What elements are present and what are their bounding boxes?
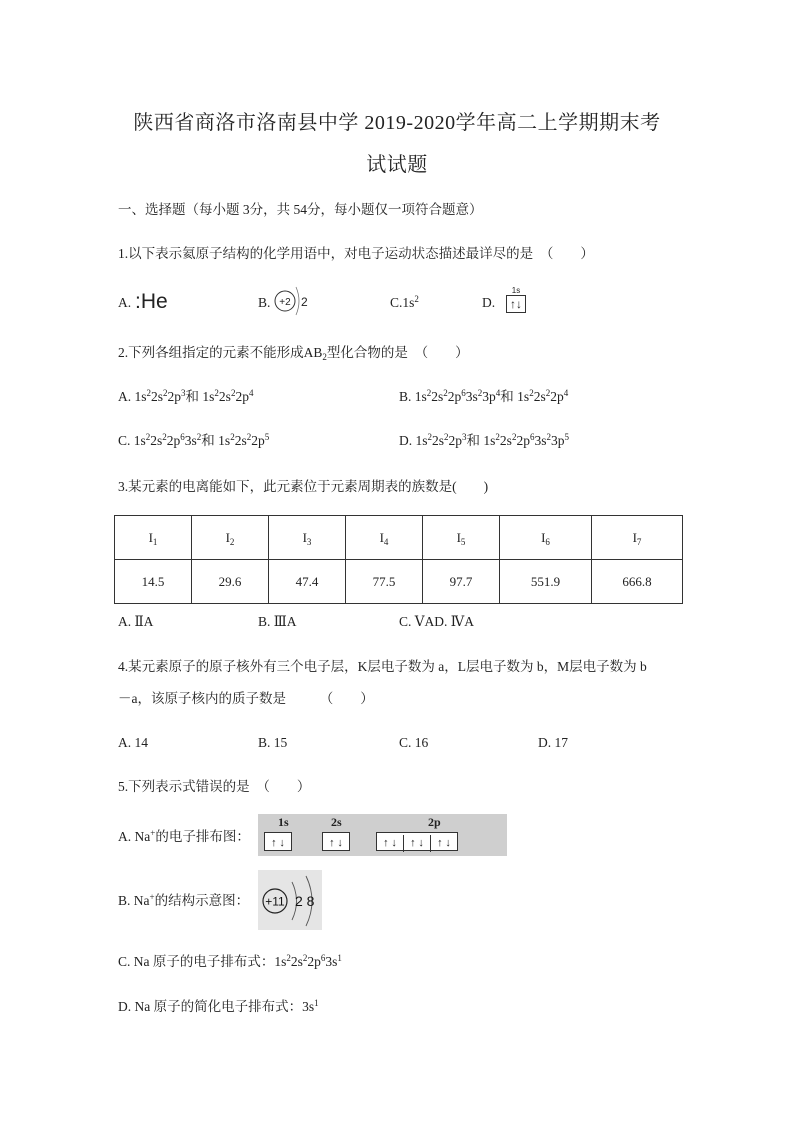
- table-header-cell: $I_5$: [423, 516, 500, 560]
- q5-2p-box: [376, 832, 458, 851]
- q5-2p-label: 2p: [428, 815, 441, 829]
- q3-option-a: A. ⅡA: [118, 614, 154, 629]
- table-header-cell: $I_2$: [192, 516, 269, 560]
- q5-1s-cell: ↑ ↓: [271, 837, 285, 849]
- table-header-cell: $I_7$: [592, 516, 683, 560]
- table-cell: 77.5: [346, 560, 423, 604]
- q3-option-c-d: C. ⅤAD. ⅣA: [399, 614, 474, 629]
- q5-2p-cell: ↑ ↓: [377, 835, 404, 852]
- q5-2p-cell: ↑ ↓: [404, 835, 431, 852]
- question-4-line1: 4.某元素原子的原子核外有三个电子层，K层电子数为 a，L层电子数为 b，M层电子数为 b: [118, 659, 647, 674]
- q1-option-b-label: B.: [258, 295, 271, 310]
- q2-text-sub: 2: [322, 352, 327, 362]
- question-3-text: 3.某元素的电离能如下，此元素位于元素周期表的族数是( ): [118, 479, 489, 494]
- q1-b-nucleus: +2: [279, 297, 291, 308]
- question-1-options: [118, 286, 718, 316]
- q5-option-b-label: B. Na+的结构示意图：: [118, 892, 250, 908]
- table-cell: 551.9: [500, 560, 592, 604]
- q1-d-orbital-box: ↑↓: [506, 295, 526, 313]
- page-title-line2: 试试题: [366, 154, 428, 176]
- q2-option-c: C. $1s^22s^22p^63s^2$和 $1s^22s^22p^5$: [118, 432, 270, 448]
- table-cell: 97.7: [423, 560, 500, 604]
- section-heading: 一、选择题（每小题 3分，共 54分，每小题仅一项符合题意）: [118, 202, 483, 217]
- q1-c-text: C.1s: [390, 295, 415, 310]
- table-cell: 14.5: [115, 560, 192, 604]
- q2-text-end: 型化合物的是 （ ）: [326, 345, 469, 360]
- q4-option-d: D. 17: [538, 735, 568, 750]
- q1-d-orbital-label: 1s: [511, 286, 521, 295]
- table-cell: 47.4: [269, 560, 346, 604]
- table-row: [115, 560, 683, 604]
- q5-1s-label: 1s: [278, 815, 289, 829]
- q4-option-a: A. 14: [118, 735, 148, 750]
- q5-option-c: C. Na 原子的电子排布式：$1s^22s^22p^63s^1$: [118, 953, 342, 969]
- q5-2s-box: [322, 832, 350, 851]
- q1-helium-dot-symbol: :He: [135, 290, 168, 313]
- table-header-cell: $I_3$: [269, 516, 346, 560]
- q5-b-nucleus: +11: [265, 894, 285, 909]
- q5-2s-cell: ↑ ↓: [329, 837, 343, 849]
- q2-option-b: B. $1s^22s^22p^63s^23p^4$和 $1s^22s^22p^4$: [399, 388, 569, 404]
- q1-option-a-label: A.: [118, 295, 132, 310]
- q1-b-shell: 2: [301, 295, 308, 309]
- q5-2p-cell: ↑ ↓: [437, 837, 451, 849]
- q4-option-b: B. 15: [258, 735, 288, 750]
- q5-option-a-label: A. Na+的电子排布图：: [118, 828, 250, 844]
- table-header-cell: $I_1$: [115, 516, 192, 560]
- question-2-text: [118, 346, 469, 360]
- table-cell: 29.6: [192, 560, 269, 604]
- ionization-energy-table: [114, 515, 683, 604]
- q1-orbital-diagram: [506, 287, 526, 313]
- q1-option-c: [390, 296, 419, 310]
- q1-helium-structure-diagram: [272, 282, 312, 316]
- q4-option-c: C. 16: [399, 735, 429, 750]
- page-title: 陕西省商洛市洛南县中学 2019-2020学年高二上学期期末考: [133, 112, 661, 134]
- q3-option-b: B. ⅢA: [258, 614, 297, 629]
- question-5-text: 5.下列表示式错误的是 （ ）: [118, 779, 311, 794]
- table-cell: 666.8: [592, 560, 683, 604]
- table-header-cell: $I_4$: [346, 516, 423, 560]
- table-header-cell: $I_6$: [500, 516, 592, 560]
- q5-sodium-ion-structure-diagram: [258, 870, 322, 930]
- q5-option-d: D. Na 原子的简化电子排布式：$3s^1$: [118, 998, 319, 1014]
- q5-2s-label: 2s: [331, 815, 342, 829]
- q2-option-d: D. $1s^22s^22p^3$和 $1s^22s^22p^63s^23p^5$: [399, 432, 569, 448]
- q5-electron-orbital-diagram: [258, 814, 507, 856]
- q5-1s-box: [264, 832, 292, 851]
- q1-c-exp: 2: [414, 294, 419, 304]
- q5-b-shells: 2 8: [295, 893, 315, 909]
- q2-option-a: A. $1s^22s^22p^3$和 $1s^22s^22p^4$: [118, 388, 254, 404]
- q2-text-start: 2.下列各组指定的元素不能形成AB: [118, 345, 323, 360]
- question-1-text: 1.以下表示氦原子结构的化学用语中，对电子运动状态描述最详尽的是 （ ）: [118, 246, 594, 261]
- table-header-row: [115, 516, 683, 560]
- question-4-line2: －a，该原子核内的质子数是 （ ）: [118, 691, 374, 706]
- q1-option-d-label: D.: [482, 295, 496, 310]
